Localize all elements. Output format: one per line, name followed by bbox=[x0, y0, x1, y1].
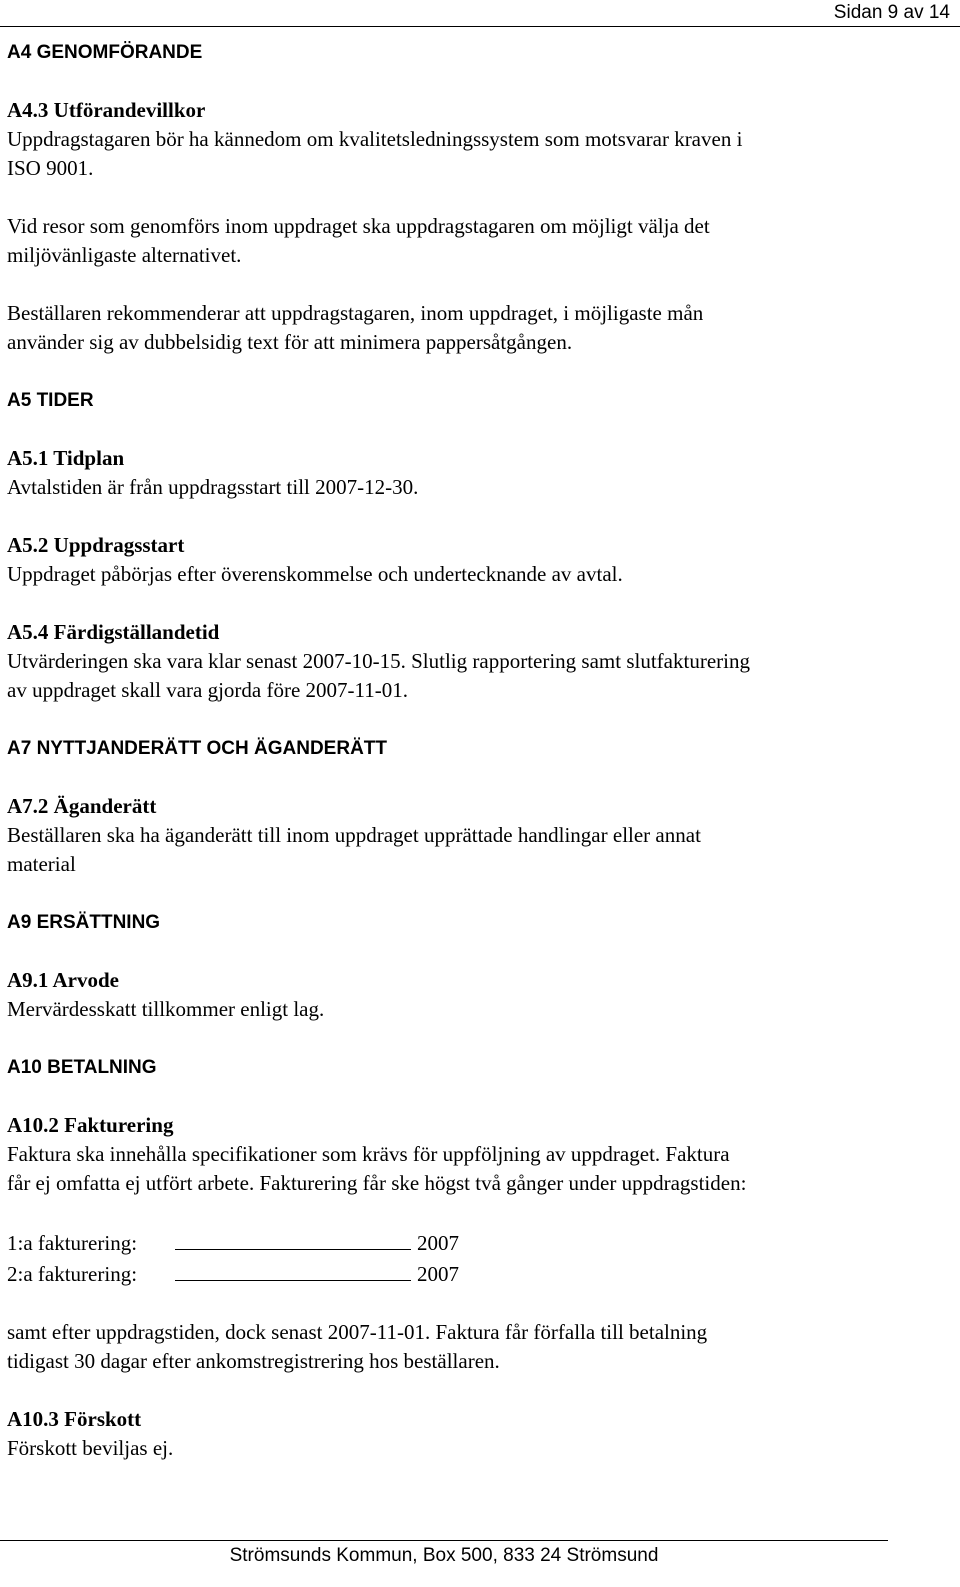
subsection-title-a9-1: A9.1 Arvode bbox=[7, 968, 119, 992]
paragraph-line: Avtalstiden är från uppdragsstart till 2007-12-30. bbox=[7, 475, 419, 499]
spacer bbox=[7, 879, 947, 908]
paragraph-line: Beställaren ska ha äganderätt till inom uppdraget upprättade handlingar eller annat bbox=[7, 823, 701, 847]
invoice-row bbox=[7, 1227, 947, 1258]
subsection-title-a4-3: A4.3 Utförandevillkor bbox=[7, 98, 206, 122]
spacer bbox=[7, 705, 947, 734]
paragraph-line: samt efter uppdragstiden, dock senast 2007-11-01. Faktura får förfalla till betalning bbox=[7, 1320, 708, 1344]
subsection-title-a10-3: A10.3 Förskott bbox=[7, 1407, 142, 1431]
spacer bbox=[7, 67, 947, 96]
paragraph-line: av uppdraget skall vara gjorda före 2007-11-01. bbox=[7, 678, 408, 702]
spacer bbox=[7, 270, 947, 299]
spacer bbox=[7, 1289, 947, 1318]
invoice-year: 2007 bbox=[417, 1262, 459, 1286]
spacer bbox=[7, 1198, 947, 1227]
page-header bbox=[0, 0, 960, 30]
subsection-title-a5-1: A5.1 Tidplan bbox=[7, 446, 125, 470]
paragraph-line: Vid resor som genomförs inom uppdraget ska uppdragstagaren om möjligt välja det bbox=[7, 214, 710, 238]
footer-address: Strömsunds Kommun, Box 500, 833 24 Strömsund bbox=[229, 1545, 659, 1566]
section-title-a5: A5 TIDER bbox=[7, 390, 94, 411]
paragraph-line: material bbox=[7, 852, 76, 876]
section-title-a10: A10 BETALNING bbox=[7, 1057, 157, 1078]
spacer bbox=[7, 1376, 947, 1405]
spacer bbox=[7, 763, 947, 792]
invoice-blank-line bbox=[175, 1258, 411, 1281]
subsection-title-a7-2: A7.2 Äganderätt bbox=[7, 794, 157, 818]
section-title-a4: A4 GENOMFÖRANDE bbox=[7, 42, 203, 63]
footer-rule bbox=[0, 1540, 888, 1541]
invoice-year: 2007 bbox=[417, 1231, 459, 1255]
document-body bbox=[7, 38, 947, 1463]
paragraph-line: Faktura ska innehålla specifikationer som krävs för uppföljning av uppdraget. Faktura bbox=[7, 1142, 730, 1166]
subsection-title-a10-2: A10.2 Fakturering bbox=[7, 1113, 174, 1137]
section-title-a9: A9 ERSÄTTNING bbox=[7, 912, 161, 933]
spacer bbox=[7, 1024, 947, 1053]
paragraph-line: Utvärderingen ska vara klar senast 2007-10-15. Slutlig rapportering samt slutfakturering bbox=[7, 649, 750, 673]
spacer bbox=[7, 937, 947, 966]
invoice-label: 1:a fakturering: bbox=[7, 1231, 138, 1255]
invoice-blank-line bbox=[175, 1227, 411, 1250]
paragraph-line: Mervärdesskatt tillkommer enligt lag. bbox=[7, 997, 325, 1021]
spacer bbox=[7, 183, 947, 212]
spacer bbox=[7, 357, 947, 386]
page-number: Sidan 9 av 14 bbox=[833, 2, 950, 23]
paragraph-line: får ej omfatta ej utfört arbete. Fakturering får ske högst två gånger under uppdragstiden: bbox=[7, 1171, 747, 1195]
spacer bbox=[7, 589, 947, 618]
subsection-title-a5-4: A5.4 Färdigställandetid bbox=[7, 620, 220, 644]
paragraph-line: Uppdraget påbörjas efter överenskommelse och undertecknande av avtal. bbox=[7, 562, 623, 586]
subsection-title-a5-2: A5.2 Uppdragsstart bbox=[7, 533, 185, 557]
spacer bbox=[7, 1082, 947, 1111]
spacer bbox=[7, 502, 947, 531]
invoice-label: 2:a fakturering: bbox=[7, 1262, 138, 1286]
paragraph-line: ISO 9001. bbox=[7, 156, 94, 180]
paragraph-line: miljövänligaste alternativet. bbox=[7, 243, 242, 267]
spacer bbox=[7, 415, 947, 444]
header-rule bbox=[0, 26, 960, 27]
paragraph-line: Uppdragstagaren bör ha kännedom om kvalitetsledningssystem som motsvarar kraven i bbox=[7, 127, 743, 151]
paragraph-line: använder sig av dubbelsidig text för att minimera pappersåtgången. bbox=[7, 330, 573, 354]
paragraph-line: Förskott beviljas ej. bbox=[7, 1436, 174, 1460]
paragraph-line: Beställaren rekommenderar att uppdragstagaren, inom uppdraget, i möjligaste mån bbox=[7, 301, 704, 325]
section-title-a7: A7 NYTTJANDERÄTT OCH ÄGANDERÄTT bbox=[7, 738, 387, 759]
paragraph-line: tidigast 30 dagar efter ankomstregistrering hos beställaren. bbox=[7, 1349, 500, 1373]
invoice-row bbox=[7, 1258, 947, 1289]
